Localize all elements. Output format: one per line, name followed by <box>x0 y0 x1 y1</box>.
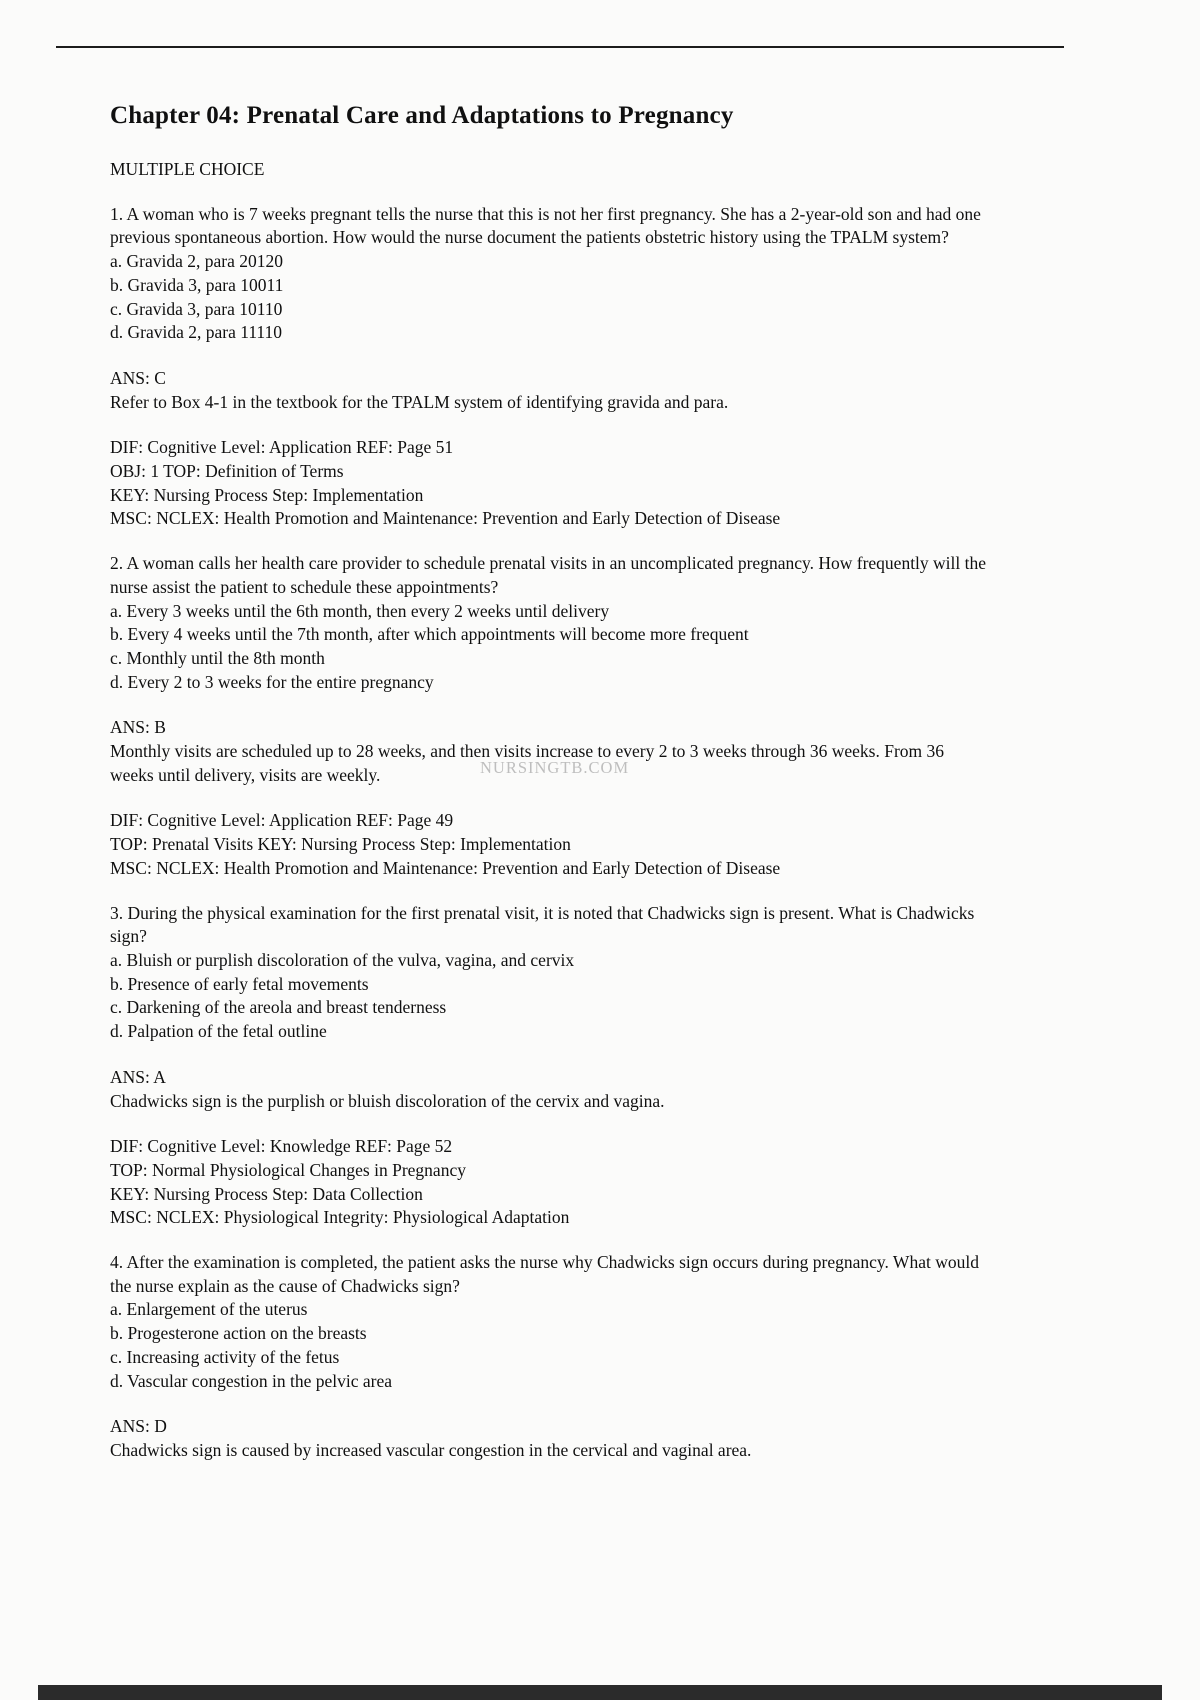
meta-line: KEY: Nursing Process Step: Implementation <box>110 484 424 505</box>
answer-option: a. Every 3 weeks until the 6th month, then every 2 weeks until delivery <box>110 600 610 621</box>
meta-line: MSC: NCLEX: Physiological Integrity: Physiological Adaptation <box>110 1207 570 1228</box>
rationale: Refer to Box 4-1 in the textbook for the TPALM system of identifying gravida and para. <box>110 391 729 412</box>
answer-option: b. Gravida 3, para 10011 <box>110 274 284 295</box>
page-title: Chapter 04: Prenatal Care and Adaptations to Pregnancy <box>110 102 734 129</box>
question-stem: 1. A woman who is 7 weeks pregnant tells the nurse that this is not her first pregnancy. She has a 2-year-old son and had one previous spontaneous abortion. How would the nurse document the patients obstetric history using the TPALM system? <box>110 203 981 248</box>
top-rule <box>56 46 1064 48</box>
answer-option: b. Presence of early fetal movements <box>110 973 369 994</box>
meta-line: DIF: Cognitive Level: Application REF: Page 51 <box>110 437 454 458</box>
answer-option: c. Monthly until the 8th month <box>110 647 325 668</box>
meta-block <box>110 809 992 880</box>
meta-line: MSC: NCLEX: Health Promotion and Maintenance: Prevention and Early Detection of Disease <box>110 857 781 878</box>
answer-line: ANS: B <box>110 717 166 738</box>
answer-option: a. Bluish or purplish discoloration of the vulva, vagina, and cervix <box>110 949 575 970</box>
answer-option: d. Palpation of the fetal outline <box>110 1021 327 1042</box>
answer-option: c. Gravida 3, para 10110 <box>110 298 283 319</box>
answer-line: ANS: A <box>110 1066 166 1087</box>
question-block <box>110 1251 992 1463</box>
rationale: Chadwicks sign is the purplish or bluish discoloration of the cervix and vagina. <box>110 1090 665 1111</box>
answer-option: d. Every 2 to 3 weeks for the entire pregnancy <box>110 671 434 692</box>
answer-option: c. Increasing activity of the fetus <box>110 1346 340 1367</box>
question-options <box>110 1298 992 1393</box>
question-block <box>110 552 992 880</box>
meta-line: OBJ: 1 TOP: Definition of Terms <box>110 461 344 482</box>
rationale: Monthly visits are scheduled up to 28 weeks, and then visits increase to every 2 to 3 weeks through 36 weeks. From 36 weeks until delivery, visits are weekly. <box>110 741 945 785</box>
question-block <box>110 902 992 1230</box>
question-options <box>110 600 992 695</box>
answer-option: b. Progesterone action on the breasts <box>110 1323 367 1344</box>
answer-option: a. Enlargement of the uterus <box>110 1299 308 1320</box>
meta-block <box>110 1135 992 1230</box>
question-stem: 4. After the examination is completed, the patient asks the nurse why Chadwicks sign occurs during pregnancy. What would the nurse explain as the cause of Chadwicks sign? <box>110 1252 979 1296</box>
question-block <box>110 203 992 531</box>
answer-block <box>110 1415 992 1462</box>
answer-option: b. Every 4 weeks until the 7th month, after which appointments will become more frequent <box>110 624 749 645</box>
answer-block <box>110 716 992 787</box>
question-options <box>110 949 992 1044</box>
question-stem: 3. During the physical examination for the first prenatal visit, it is noted that Chadwicks sign is present. What is Chadwicks sign? <box>110 902 975 947</box>
meta-line: DIF: Cognitive Level: Knowledge REF: Page 52 <box>110 1136 453 1157</box>
document-page <box>110 100 992 1463</box>
answer-block <box>110 367 992 414</box>
meta-line: TOP: Prenatal Visits KEY: Nursing Process Step: Implementation <box>110 834 571 855</box>
answer-option: d. Vascular congestion in the pelvic area <box>110 1370 393 1391</box>
watermark: NURSINGTB.COM <box>480 758 630 778</box>
answer-option: a. Gravida 2, para 20120 <box>110 251 283 272</box>
meta-line: DIF: Cognitive Level: Application REF: Page 49 <box>110 810 454 831</box>
question-stem: 2. A woman calls her health care provider to schedule prenatal visits in an uncomplicated pregnancy. How frequently will the nurse assist the patient to schedule these appointments? <box>110 553 987 597</box>
meta-line: KEY: Nursing Process Step: Data Collection <box>110 1183 423 1204</box>
answer-line: ANS: D <box>110 1416 167 1437</box>
answer-line: ANS: C <box>110 367 166 388</box>
rationale: Chadwicks sign is caused by increased vascular congestion in the cervical and vaginal area. <box>110 1439 752 1460</box>
meta-line: TOP: Normal Physiological Changes in Pregnancy <box>110 1159 466 1180</box>
bottom-bar <box>38 1685 1162 1700</box>
answer-block <box>110 1066 992 1113</box>
section-heading: MULTIPLE CHOICE <box>110 159 265 179</box>
meta-block <box>110 436 992 531</box>
answer-option: c. Darkening of the areola and breast tenderness <box>110 997 447 1018</box>
question-options <box>110 250 992 345</box>
meta-line: MSC: NCLEX: Health Promotion and Maintenance: Prevention and Early Detection of Disease <box>110 508 781 529</box>
answer-option: d. Gravida 2, para 11110 <box>110 322 283 343</box>
